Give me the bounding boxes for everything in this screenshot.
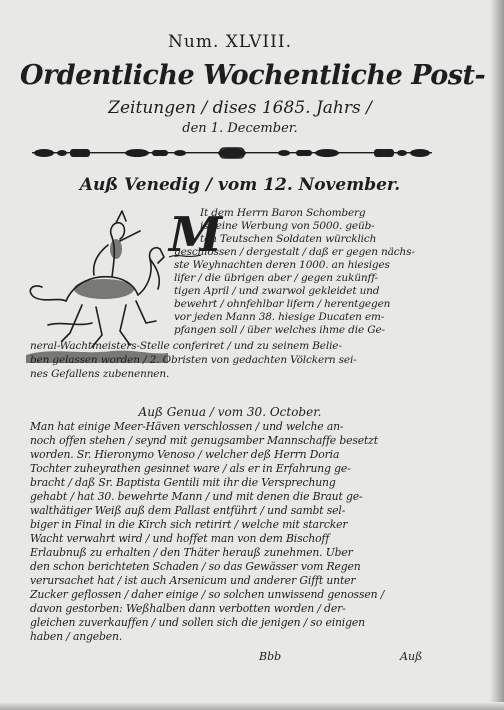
ornament-flourish-5: [374, 149, 430, 157]
text-line: Zucker geflossen / daher einige / so solchen unwissend genossen /: [30, 588, 385, 601]
newspaper-title: Ordentliche Wochentliche Post-: [20, 60, 486, 91]
text-line: worden. Sr. Hieronymo Venoso / welcher deß Herrn Doria: [30, 448, 340, 461]
ornament-flourish-2: [125, 149, 186, 157]
text-line: Tochter zuheyrathen gesinnet ware / als er in Erfahrung ge-: [30, 462, 351, 475]
svg-text:M: M: [169, 207, 223, 263]
signature-mark: Bbb: [259, 650, 282, 663]
section-heading-genua: Auß Genua / vom 30. October.: [138, 405, 322, 419]
text-line: bracht / daß Sr. Baptista Gentili mit ihr die Versprechung: [30, 476, 336, 489]
text-line: pfangen soll / über welches ihme die Ge-: [174, 324, 385, 336]
catchword: Auß: [400, 650, 423, 663]
ornament-divider: [32, 146, 432, 160]
ornament-flourish-4: [278, 149, 339, 157]
issue-date: den 1. December.: [182, 121, 298, 136]
section-heading-venedig: Auß Venedig / vom 12. November.: [79, 175, 401, 195]
text-line: ist eine Werbung von 5000. geüb-: [200, 220, 375, 232]
text-line: ben gelassen worden / 2. Obristen von gedachten Völckern sei-: [30, 354, 357, 366]
text-line: den schon berichteten Schaden / so das Gewässer vom Regen: [30, 560, 361, 573]
text-line: It dem Herrn Baron Schomberg: [200, 207, 366, 219]
text-line: Man hat einige Meer-Häven verschlossen / und welche an-: [30, 420, 344, 433]
text-line: noch offen stehen / seynd mit genugsamber Mannschaffe besetzt: [30, 434, 378, 447]
text-line: tigen April / und zwarwol gekleidet und: [174, 285, 380, 297]
issue-number: Num. XLVIII.: [168, 32, 292, 52]
text-line: biger in Final in die Kirch sich retirirt / welche mit starcker: [30, 518, 348, 531]
text-line: Wacht verwahrt wird / und hoffet man von dem Bischoff: [30, 532, 330, 545]
text-line: gleichen zuverkauffen / und sollen sich die jenigen / so einigen: [30, 616, 365, 629]
text-line: neral-Wachtmeisters-Stelle conferiret / und zu seinem Belie-: [30, 340, 342, 352]
ornament-flourish-3: [218, 148, 246, 158]
newspaper-subtitle: Zeitungen / dises 1685. Jahrs /: [108, 98, 372, 118]
text-line: lifer / die übrigen aber / gegen zukünff-: [174, 272, 378, 284]
text-line: haben / angeben.: [30, 630, 123, 643]
text-line: verursachet hat / ist auch Arsenicum und anderer Gifft unter: [30, 574, 356, 587]
page-edge-shadow: [490, 0, 504, 710]
text-line: gehabt / hat 30. bewehrte Mann / und mit denen die Braut ge-: [30, 490, 363, 503]
text-line: geschlossen / dergestalt / daß er gegen nächs-: [174, 246, 415, 258]
text-line: Erlaubnuß zu erhalten / den Thäter herauß zunehmen. Uber: [30, 546, 353, 559]
text-line: walthätiger Weiß auß dem Pallast entführt / und sambt sel-: [30, 504, 346, 517]
text-line: bewehrt / ohnfehlbar lifern / herentgegen: [174, 298, 391, 310]
text-line: davon gestorben: Weßhalben dann verbotten worden / der-: [30, 602, 346, 615]
ornament-flourish-1: [34, 149, 90, 157]
text-line: ste Weyhnachten deren 1000. an hiesiges: [174, 259, 390, 271]
text-line: ten Teutschen Soldaten würcklich: [200, 233, 377, 245]
page-bottom-shadow: [0, 702, 504, 710]
text-line: vor jeden Mann 38. hiesige Ducaten em-: [174, 311, 385, 323]
text-line: nes Gefallens zubenennen.: [30, 368, 170, 380]
